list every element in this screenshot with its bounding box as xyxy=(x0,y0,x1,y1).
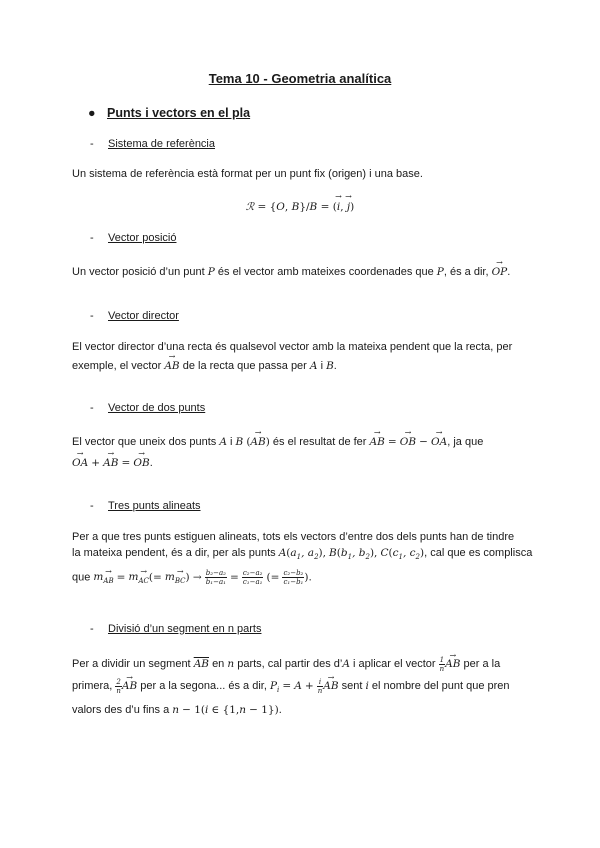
text: de la recta que passa per xyxy=(182,360,307,372)
text: valors des d’u fins a xyxy=(72,704,170,716)
text-line: primera, $\frac{2}{n}$ → AB per a la segona... és a dir, $P_i = A$ + $\frac{i}{n}$ → AB sent i el nombre del punt que pren xyxy=(72,677,542,700)
text: en xyxy=(212,658,225,670)
text: sent xyxy=(341,680,363,692)
text: , cal que es complisca xyxy=(424,547,533,559)
dash: - xyxy=(90,402,94,414)
text: i xyxy=(320,360,324,372)
text: primera, xyxy=(72,680,113,692)
math-point: P xyxy=(207,266,215,278)
subsection-label: Vector posició xyxy=(108,232,177,244)
text-line: El vector que uneix dos punts A i B (→ AB) és el resultat de fer → AB = → OB − → OA, ja que xyxy=(72,434,542,450)
text: , ja que xyxy=(447,436,484,448)
text: Un vector posició d’un punt xyxy=(72,266,205,278)
paragraph-divisio xyxy=(72,655,542,720)
dash: - xyxy=(90,310,94,322)
dash: - xyxy=(90,138,94,150)
text: , és a dir, xyxy=(443,266,489,278)
bullet-icon: ● xyxy=(88,106,96,120)
paragraph-director xyxy=(72,339,542,374)
paragraph-sistema: Un sistema de referència està format per un punt fix (origen) i una base. xyxy=(72,168,423,180)
dash: - xyxy=(90,232,94,244)
math-vector: → AB xyxy=(164,358,179,374)
text-line: exemple, el vector → AB de la recta que passa per A i B. xyxy=(72,358,542,374)
text: parts, cal partir des d’ xyxy=(237,658,343,670)
dash: - xyxy=(90,500,94,512)
subsection-label: Vector director xyxy=(108,310,179,322)
text: que xyxy=(72,571,91,584)
subsection-label: Sistema de referència xyxy=(108,138,215,150)
text: per a la xyxy=(463,658,501,670)
text: El vector que uneix dos punts xyxy=(72,436,217,448)
math-point: B xyxy=(326,360,334,372)
text: és el resultat de fer xyxy=(272,436,367,448)
text: el nombre del punt que pren xyxy=(371,680,510,692)
text: exemple, el vector xyxy=(72,360,162,372)
text-line: Per a que tres punts estiguen alineats, tots els vectors d’entre dos dels punts han de tindre xyxy=(72,531,515,543)
text-line: la mateixa pendent, és a dir, per als punts $A(a_1$, $a_2$), $B(b_1$, $b_2$), $C(c_1$, $c_2$), cal que es complisca xyxy=(72,547,533,561)
document-title: Tema 10 - Geometria analítica xyxy=(208,71,392,86)
subsection-label: Tres punts alineats xyxy=(108,500,201,512)
math-point: P xyxy=(436,266,444,278)
text: la mateixa pendent, és a dir, per als punts xyxy=(72,547,276,559)
paragraph-dos-punts xyxy=(72,434,542,471)
math-vector: → OP xyxy=(492,264,508,280)
formula-referencia: ℛ = {O, B}/B = (→ i, → j) xyxy=(0,201,600,213)
text-line: que m→ $_{AB}$ = m→ $_{AC}$(= m→ $_{BC}$) → $\frac{\text{b₂−a₂}}{\text{b₁−a₁}}$ = $\frac{\text{c₂−a₂}}{\text{c₁−a₁}}$ (= $\frac{\text{c₂−b₂}}{\text{c₁−b₁}}$ ). xyxy=(72,569,542,589)
text-line: Per a dividir un segment $\overline{AB}$ en n parts, cal partir des d’A i aplicar el vector $\frac{1}{n}$ → AB per a la xyxy=(72,655,542,674)
text-line: valors des d’u fins a n − 1(i ∈ {1,n − 1}). xyxy=(72,704,283,716)
subsection-label: Vector de dos punts xyxy=(108,402,206,414)
text-line: → OA + → AB = → OB. xyxy=(72,455,542,471)
text: per a la segona... és a dir, xyxy=(140,680,267,692)
paragraph-alineats xyxy=(72,529,542,589)
text: és el vector amb mateixes coordenades que xyxy=(217,266,434,278)
math-point: A xyxy=(309,360,318,372)
text-line: El vector director d’una recta és qualsevol vector amb la mateixa pendent que la recta, per xyxy=(72,341,513,353)
section-heading-text: Punts i vectors en el pla xyxy=(107,106,251,120)
text: Per a dividir un segment xyxy=(72,658,191,670)
paragraph-posicio: Un vector posició d’un punt P és el vector amb mateixes coordenades que P, és a dir, → OP. xyxy=(72,264,542,280)
dash: - xyxy=(90,623,94,635)
text: i aplicar el vector xyxy=(353,658,436,670)
subsection-label: Divisió d’un segment en n parts xyxy=(108,623,262,635)
